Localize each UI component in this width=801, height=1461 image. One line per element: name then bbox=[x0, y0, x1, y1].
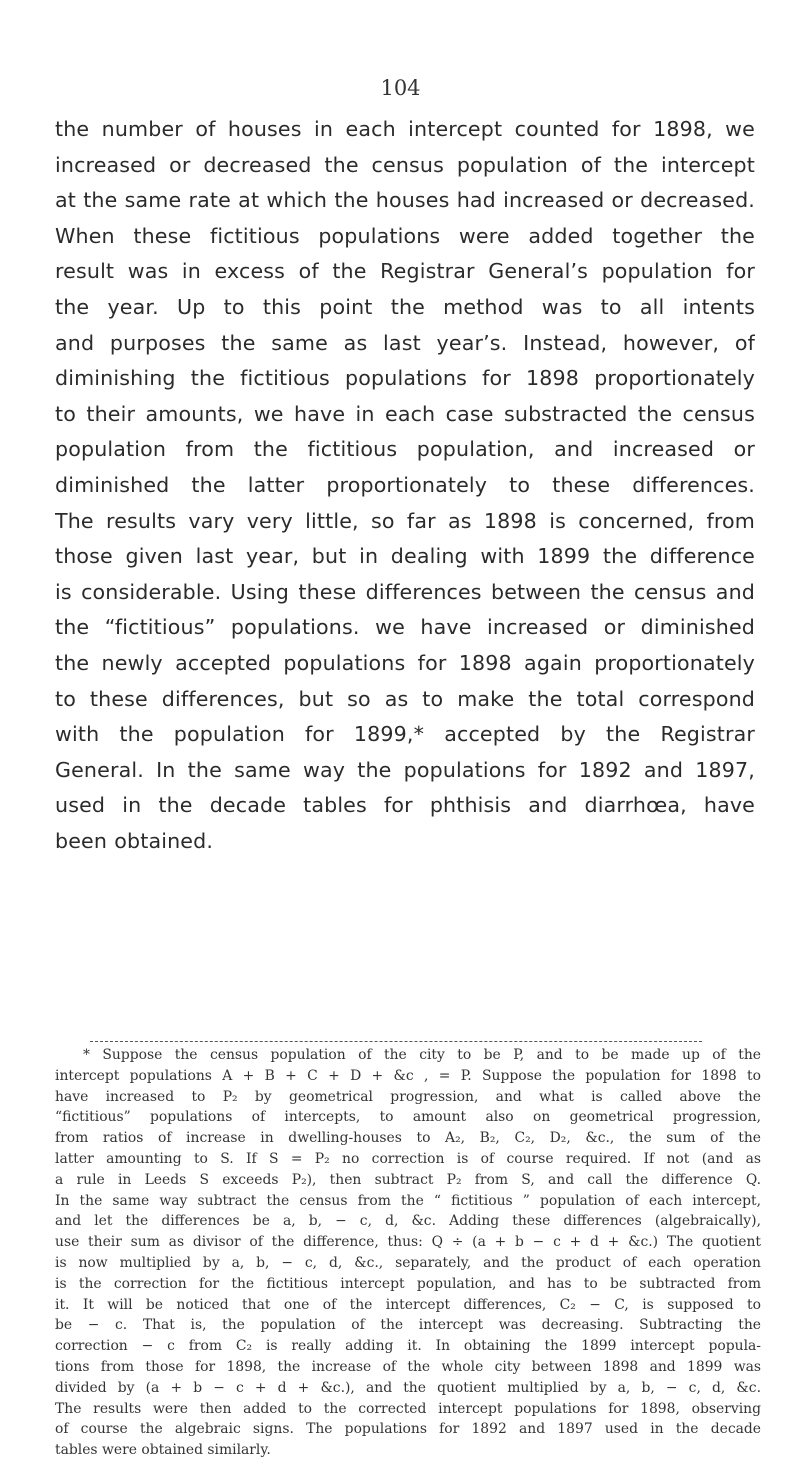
body-line: the year. Up to this point the method was to all intents bbox=[55, 294, 755, 319]
body-line: used in the decade tables for phthisis and diarrhœa, have bbox=[55, 793, 755, 818]
body-line: been obtained. bbox=[55, 828, 214, 853]
footnote-line: latter amounting to S. If S = P₂ no correction is of course required. If not (and as bbox=[55, 1150, 761, 1167]
footnote-line: correction − c from C₂ is really adding it. In obtaining the 1899 intercept popula- bbox=[55, 1338, 761, 1355]
body-line: with the population for 1899,* accepted by the Registrar bbox=[55, 722, 755, 747]
footnote-line: In the same way subtract the census from the “ fictitious ” population of each intercept, bbox=[55, 1192, 761, 1209]
body-line: increased or decreased the census population of the intercept bbox=[55, 152, 755, 177]
footnote-divider bbox=[90, 1041, 702, 1042]
footnote-line: intercept populations A + B + C + D + &c , = P. Suppose the population for 1898 to bbox=[55, 1067, 761, 1084]
body-line: diminishing the fictitious populations for 1898 proportionately bbox=[55, 366, 755, 391]
footnote-line: from ratios of increase in dwelling-houses to A₂, B₂, C₂, D₂, &c., the sum of the bbox=[55, 1130, 761, 1147]
body-line: the number of houses in each intercept counted for 1898, we bbox=[55, 117, 755, 141]
footnote-line: use their sum as divisor of the difference, thus: Q ÷ (a + b − c + d + &c.) The quotient bbox=[55, 1234, 761, 1251]
footnote-line: it. It will be noticed that one of the intercept differences, C₂ − C, is supposed to bbox=[55, 1296, 761, 1313]
body-line: the “fictitious” populations. we have increased or diminished bbox=[55, 615, 755, 640]
body-line: population from the fictitious population, and increased or bbox=[55, 437, 755, 462]
footnote-line: be − c. That is, the population of the intercept was decreasing. Subtracting the bbox=[55, 1317, 761, 1334]
footnote-line: and let the differences be a, b, − c, d, &c. Adding these differences (algebraically), bbox=[55, 1213, 761, 1230]
body-line: result was in excess of the Registrar General’s population for bbox=[55, 259, 755, 284]
page-number: 104 bbox=[380, 76, 421, 100]
footnote bbox=[55, 1045, 761, 1461]
body-line: and purposes the same as last year’s. Instead, however, of bbox=[55, 330, 755, 355]
body-line: the newly accepted populations for 1898 again proportionately bbox=[55, 650, 755, 675]
body-line: General. In the same way the populations for 1892 and 1897, bbox=[55, 757, 755, 782]
footnote-line: a rule in Leeds S exceeds P₂), then subtract P₂ from S, and call the difference Q. bbox=[55, 1171, 761, 1188]
footnote-line: The results were then added to the corrected intercept populations for 1898, observing bbox=[55, 1400, 761, 1417]
body-line: at the same rate at which the houses had increased or decreased. bbox=[55, 188, 755, 213]
footnote-line: tables were obtained similarly. bbox=[55, 1442, 271, 1459]
footnote-line: “fictitious” populations of intercepts, to amount also on geometrical progression, bbox=[55, 1109, 761, 1126]
footnote-line: have increased to P₂ by geometrical progression, and what is called above the bbox=[55, 1088, 761, 1105]
body-line: to these differences, but so as to make the total correspond bbox=[55, 686, 755, 711]
body-line: When these fictitious populations were added together the bbox=[55, 223, 755, 248]
body-line: The results vary very little, so far as 1898 is concerned, from bbox=[55, 508, 755, 533]
footnote-line: is now multiplied by a, b, − c, d, &c., separately, and the product of each operation bbox=[55, 1254, 761, 1271]
body-line: is considerable. Using these differences between the census and bbox=[55, 579, 755, 604]
footnote-line: of course the algebraic signs. The populations for 1892 and 1897 used in the decade bbox=[55, 1421, 761, 1438]
footnote-line: divided by (a + b − c + d + &c.), and the quotient multiplied by a, b, − c, d, &c. bbox=[55, 1379, 761, 1396]
body-line: to their amounts, we have in each case substracted the census bbox=[55, 401, 755, 426]
footnote-line: tions from those for 1898, the increase of the whole city between 1898 and 1899 was bbox=[55, 1358, 761, 1375]
footnote-line: is the correction for the fictitious intercept population, and has to be subtracted from bbox=[55, 1275, 761, 1292]
body-paragraph bbox=[55, 112, 755, 859]
body-line: diminished the latter proportionately to these differences. bbox=[55, 472, 755, 497]
body-line: those given last year, but in dealing with 1899 the difference bbox=[55, 544, 755, 569]
footnote-line: * Suppose the census population of the city to be P, and to be made up of the bbox=[83, 1047, 761, 1063]
